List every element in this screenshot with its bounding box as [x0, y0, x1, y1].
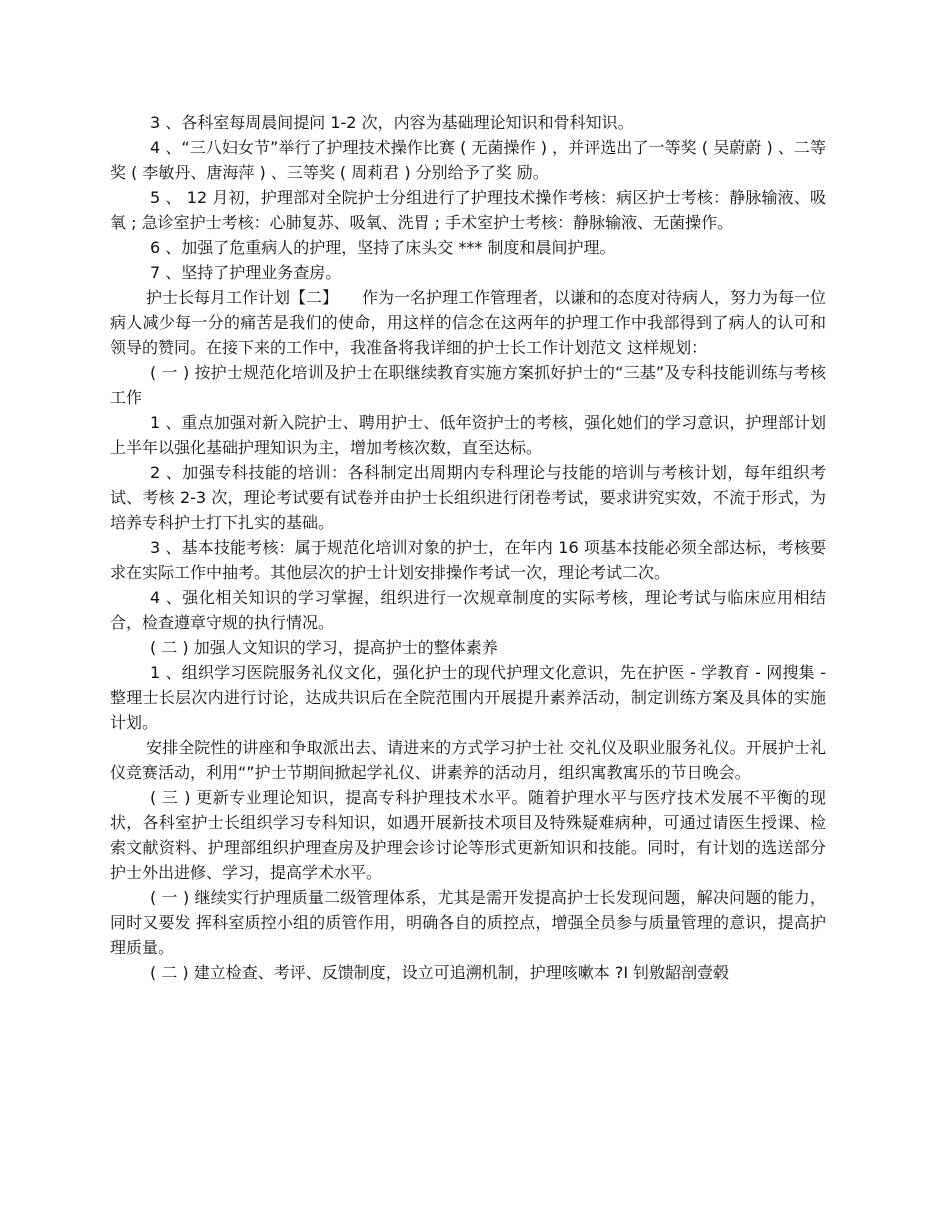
paragraph: ( 二 ) 建立检查、考评、反馈制度，设立可追溯机制，护理咳嗽本 ?I 钊敫龆剖壹毂 — [150, 963, 730, 982]
paragraph: 7 、坚持了护理业务查房。 — [150, 263, 342, 282]
paragraph: ( 一 ) 继续实行护理质量二级管理体系，尤其是需开发提高护士长发现问题，解决问题的能力，同时又要发 挥科室质控小组的质管作用，明确各自的质控点，增强全员参与质量管理的意识，提高护理质量。 — [110, 888, 826, 957]
paragraph: 3 、各科室每周晨间提问 1-2 次，内容为基础理论知识和骨科知识。 — [150, 113, 634, 132]
paragraph: ( 二 ) 加强人文知识的学习，提高护士的整体素养 — [150, 638, 498, 657]
paragraph: 4 、强化相关知识的学习掌握，组织进行一次规章制度的实际考核，理论考试与临床应用相结合，检查遵章守规的执行情况。 — [110, 588, 826, 632]
paragraph: ( 三 ) 更新专业理论知识，提高专科护理技术水平。随着护理水平与医疗技术发展不平衡的现状，各科室护士长组织学习专科知识，如遇开展新技术项目及特殊疑难病种，可通过请医生授课、检索文献资料、护理部组织护理查房及护理会诊讨论等形式更新知识和技能。同时，有计划的选送部分护士外出进修、学习，提高学术水平。 — [110, 788, 826, 882]
paragraph: 1 、重点加强对新入院护士、聘用护士、低年资护士的考核，强化她们的学习意识，护理部计划上半年以强化基础护理知识为主，增加考核次数，直至达标。 — [110, 413, 826, 457]
paragraph: ( 一 ) 按护士规范化培训及护士在职继续教育实施方案抓好护士的“三基”及专科技能训练与考核工作 — [110, 363, 826, 407]
paragraph: 2 、加强专科技能的培训：各科制定出周期内专科理论与技能的培训与考核计划，每年组织考试、考核 2-3 次，理论考试要有试卷并由护士长组织进行闭卷考试，要求讲究实效，不流于形式，为培养专科护士打下扎实的基础。 — [110, 463, 826, 532]
paragraph: 1 、组织学习医院服务礼仪文化，强化护士的现代护理文化意识，先在护医 - 学教育 - 网搜集 - 整理士长层次内进行讨论，达成共识后在全院范围内开展提升素养活动，制定训练方案及具体的实施计划。 — [110, 663, 826, 732]
paragraph: 5 、 12 月初，护理部对全院护士分组进行了护理技术操作考核：病区护士考核：静脉输液、吸氧 ; 急诊室护士考核：心肺复苏、吸氧、洗胃 ; 手术室护士考核：静脉输液、无菌操作。 — [110, 188, 826, 232]
document-body — [110, 110, 826, 985]
paragraph: 4 、“三八妇女节”举行了护理技术操作比赛 ( 无菌操作 ) ，并评选出了一等奖 ( 吴蔚蔚 ) 、二等奖 ( 李敏丹、唐海萍 ) 、三等奖 ( 周莉君 ) 分别给予了奖 励。 — [110, 138, 826, 182]
paragraph: 6 、加强了危重病人的护理，坚持了床头交 *** 制度和晨间护理。 — [150, 238, 616, 257]
paragraph: 护士长每月工作计划【二】 作为一名护理工作管理者，以谦和的态度对待病人，努力为每一位病人减少每一分的痛苦是我们的使命，用这样的信念在这两年的护理工作中我部得到了病人的认可和领导的赞同。在接下来的工作中，我准备将我详细的护士长工作计划范文 这样规划： — [110, 288, 827, 357]
paragraph: 安排全院性的讲座和争取派出去、请进来的方式学习护士社 交礼仪及职业服务礼仪。开展护士礼仪竞赛活动，利用“”护士节期间掀起学礼仪、讲素养的活动月，组织寓教寓乐的节日晚会。 — [110, 738, 826, 782]
paragraph: 3 、基本技能考核：属于规范化培训对象的护士，在年内 16 项基本技能必须全部达标，考核要求在实际工作中抽考。其他层次的护士计划安排操作考试一次，理论考试二次。 — [110, 538, 826, 582]
